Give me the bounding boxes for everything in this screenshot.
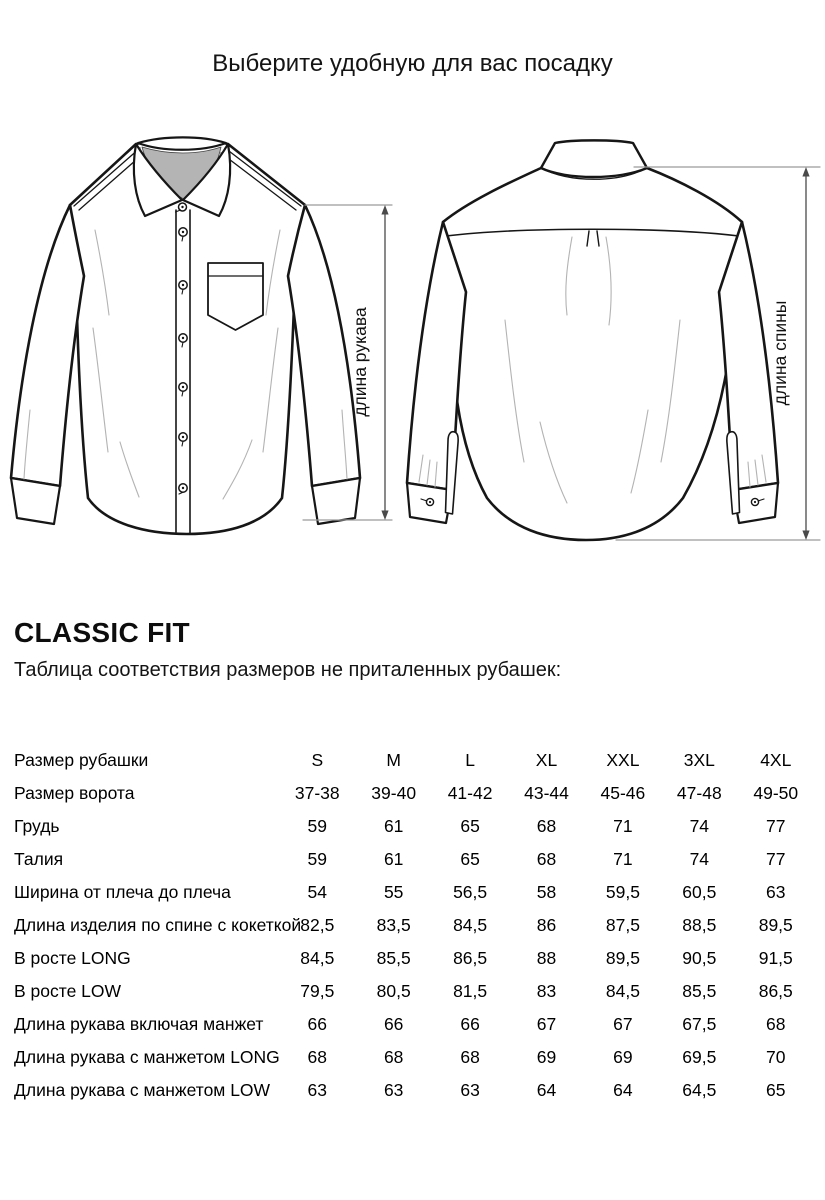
table-row bbox=[14, 909, 814, 942]
size-cell: 55 bbox=[383, 882, 404, 902]
front-left-cuff bbox=[11, 478, 60, 524]
size-cell: 81,5 bbox=[453, 981, 488, 1001]
size-cell: 37-38 bbox=[294, 783, 340, 803]
table-row bbox=[14, 810, 814, 843]
size-cell: 86,5 bbox=[453, 948, 488, 968]
size-cell: 68 bbox=[307, 1047, 328, 1067]
size-cell: 83 bbox=[536, 981, 557, 1001]
size-cell: M bbox=[386, 750, 401, 770]
row-label: Талия bbox=[14, 849, 64, 869]
arrow-up-icon bbox=[802, 167, 809, 177]
back-shirt-drawing bbox=[407, 140, 778, 540]
size-cell: 79,5 bbox=[300, 981, 335, 1001]
size-cell: XL bbox=[535, 750, 558, 770]
table-row bbox=[14, 876, 814, 909]
size-cell: 59,5 bbox=[605, 882, 640, 902]
size-cell: 67 bbox=[536, 1014, 557, 1034]
size-cell: 59 bbox=[307, 816, 328, 836]
size-cell: 65 bbox=[460, 816, 480, 836]
size-cell: 85,5 bbox=[682, 981, 717, 1001]
size-cell: 68 bbox=[383, 1047, 404, 1067]
size-cell: 3XL bbox=[683, 750, 715, 770]
size-cell: 69 bbox=[613, 1047, 633, 1067]
size-cell: 63 bbox=[766, 882, 786, 902]
front-shirt-drawing bbox=[11, 137, 360, 534]
row-label: В росте LONG bbox=[14, 948, 131, 968]
size-cell: 70 bbox=[766, 1047, 786, 1067]
size-cell: 64 bbox=[613, 1080, 633, 1100]
arrow-up-icon bbox=[381, 205, 388, 215]
size-cell: 49-50 bbox=[753, 783, 799, 803]
size-cell: 69,5 bbox=[682, 1047, 717, 1067]
size-cell: 86,5 bbox=[758, 981, 793, 1001]
size-cell: 68 bbox=[460, 1047, 480, 1067]
size-cell: 47-48 bbox=[676, 783, 722, 803]
back-right-sleeve-placket bbox=[727, 432, 740, 514]
row-label: Длина рукава включая манжет bbox=[14, 1014, 264, 1034]
row-label: Длина изделия по спине с кокеткой bbox=[14, 915, 302, 935]
shirt-diagram bbox=[0, 110, 825, 580]
row-label: Грудь bbox=[14, 816, 60, 836]
size-cell: 41-42 bbox=[447, 783, 493, 803]
size-cell: L bbox=[465, 750, 475, 770]
table-caption: Таблица соответствия размеров не приталенных рубашек: bbox=[14, 659, 562, 681]
size-cell: 89,5 bbox=[758, 915, 793, 935]
front-right-cuff bbox=[312, 478, 360, 524]
size-cell: 84,5 bbox=[605, 981, 640, 1001]
size-cell: 4XL bbox=[760, 750, 792, 770]
size-cell: 87,5 bbox=[605, 915, 640, 935]
size-cell: S bbox=[311, 750, 324, 770]
back-length-label: длина спины bbox=[770, 300, 790, 406]
size-cell: 68 bbox=[536, 849, 557, 869]
size-cell: 91,5 bbox=[758, 948, 793, 968]
table-row bbox=[14, 843, 814, 876]
size-cell: XXL bbox=[606, 750, 640, 770]
table-row bbox=[14, 1074, 814, 1107]
size-cell: 66 bbox=[307, 1014, 328, 1034]
page-title: Выберите удобную для вас посадку bbox=[212, 50, 613, 77]
table-header-row bbox=[14, 744, 814, 777]
size-cell: 67,5 bbox=[682, 1014, 717, 1034]
size-cell: 69 bbox=[536, 1047, 557, 1067]
size-cell: 64 bbox=[536, 1080, 557, 1100]
row-label: Длина рукава с манжетом LOW bbox=[14, 1080, 271, 1100]
size-cell: 43-44 bbox=[524, 783, 569, 803]
size-cell: 54 bbox=[307, 882, 328, 902]
row-label: В росте LOW bbox=[14, 981, 122, 1001]
fit-heading: CLASSIC FIT bbox=[14, 617, 190, 648]
size-cell: 74 bbox=[689, 816, 710, 836]
size-cell: 65 bbox=[460, 849, 480, 869]
size-cell: 77 bbox=[766, 849, 786, 869]
size-cell: 82,5 bbox=[300, 915, 335, 935]
back-collar bbox=[541, 140, 647, 179]
size-cell: 77 bbox=[766, 816, 786, 836]
sleeve-length-label: длина рукава bbox=[350, 307, 370, 417]
size-cell: 59 bbox=[307, 849, 328, 869]
size-table bbox=[14, 744, 814, 1107]
size-cell: 63 bbox=[460, 1080, 480, 1100]
size-cell: 80,5 bbox=[376, 981, 411, 1001]
size-cell: 68 bbox=[766, 1014, 786, 1034]
size-cell: 65 bbox=[766, 1080, 786, 1100]
size-cell: 85,5 bbox=[376, 948, 411, 968]
size-cell: 45-46 bbox=[600, 783, 646, 803]
size-cell: 67 bbox=[613, 1014, 633, 1034]
row-label: Размер ворота bbox=[14, 783, 135, 803]
chest-pocket bbox=[208, 263, 263, 330]
size-cell: 89,5 bbox=[605, 948, 640, 968]
arrow-down-icon bbox=[381, 511, 388, 521]
table-row bbox=[14, 777, 814, 810]
size-cell: 84,5 bbox=[300, 948, 335, 968]
size-cell: 61 bbox=[383, 816, 404, 836]
size-cell: 71 bbox=[613, 816, 633, 836]
arrow-down-icon bbox=[802, 531, 809, 541]
size-cell: 86 bbox=[536, 915, 557, 935]
size-cell: 56,5 bbox=[453, 882, 488, 902]
size-cell: 83,5 bbox=[376, 915, 411, 935]
size-cell: 90,5 bbox=[682, 948, 717, 968]
size-cell: 63 bbox=[307, 1080, 328, 1100]
row-label: Размер рубашки bbox=[14, 750, 149, 770]
size-table-body bbox=[14, 744, 814, 1107]
size-cell: 71 bbox=[613, 849, 633, 869]
size-cell: 66 bbox=[460, 1014, 480, 1034]
table-row bbox=[14, 975, 814, 1008]
size-cell: 63 bbox=[383, 1080, 404, 1100]
size-cell: 61 bbox=[383, 849, 404, 869]
size-cell: 39-40 bbox=[371, 783, 417, 803]
size-cell: 68 bbox=[536, 816, 557, 836]
size-cell: 88 bbox=[536, 948, 557, 968]
size-cell: 74 bbox=[689, 849, 710, 869]
size-cell: 64,5 bbox=[682, 1080, 717, 1100]
size-cell: 66 bbox=[383, 1014, 404, 1034]
back-left-sleeve-placket bbox=[446, 432, 459, 514]
row-label: Длина рукава с манжетом LONG bbox=[14, 1047, 280, 1067]
size-cell: 60,5 bbox=[682, 882, 717, 902]
table-row bbox=[14, 1041, 814, 1074]
size-cell: 88,5 bbox=[682, 915, 717, 935]
size-cell: 84,5 bbox=[453, 915, 488, 935]
size-cell: 58 bbox=[536, 882, 557, 902]
table-row bbox=[14, 942, 814, 975]
row-label: Ширина от плеча до плеча bbox=[14, 882, 231, 902]
table-row bbox=[14, 1008, 814, 1041]
